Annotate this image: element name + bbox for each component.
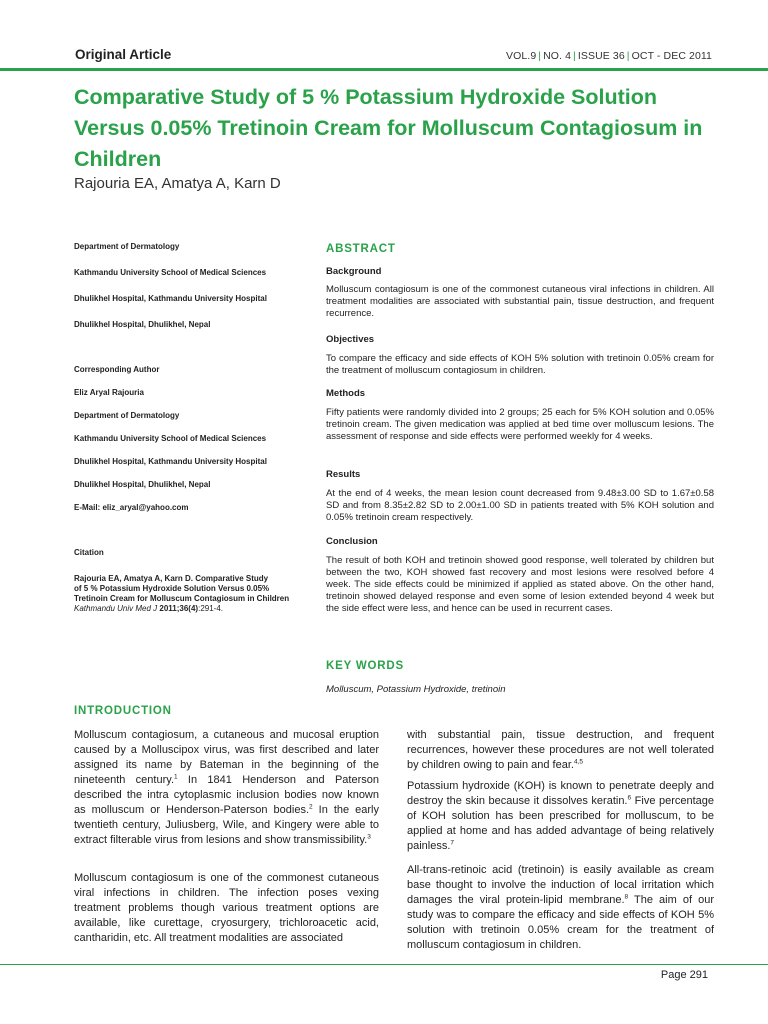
results-text: At the end of 4 weeks, the mean lesion count decreased from 9.48±3.00 SD to 1.67±0.58 SD and from 8.35±2.82 SD to 2.00±1.00 SD in patients treated with 5% KOH solution and 0.05% tretinoin cream respectively. xyxy=(326,488,714,523)
corresponding-line: Dhulikhel Hospital, Kathmandu University Hospital xyxy=(74,457,267,466)
journal-name: Kathmandu Univ Med J xyxy=(74,604,158,613)
keywords-text: Molluscum, Potassium Hydroxide, tretinoin xyxy=(326,684,506,695)
citation-line: Rajouria EA, Amatya A, Karn D. Comparative Study xyxy=(74,574,269,583)
issue-date: OCT - DEC 2011 xyxy=(631,50,712,62)
header-rule xyxy=(0,68,768,71)
reference-marker[interactable]: 3 xyxy=(367,833,371,841)
conclusion-text: The result of both KOH and tretinoin showed good response, well tolerated by children but between the two, KOH showed fast recovery and most lesions were resolved before 4 week. The side effects could be minimized if applied as stated above. On the other hand, tretinoin showed delayed response and even some of lesion extended beyond 4 week but the side effect were less, and hence can be used in recurrent cases. xyxy=(326,555,714,614)
citation-line: of 5 % Potassium Hydroxide Solution Versus 0.05% xyxy=(74,584,270,593)
introduction-heading: INTRODUCTION xyxy=(74,705,172,717)
reference-marker[interactable]: 6 xyxy=(627,794,632,802)
background-text: Molluscum contagiosum is one of the commonest cutaneous viral infections in children. All treatment modalities are associated with substantial pain, tissue destruction, and frequent recurrence. xyxy=(326,284,714,319)
article-title: Comparative Study of 5 % Potassium Hydroxide Solution Versus 0.05% Tretinoin Cream for Molluscum Contagiosum in Children xyxy=(74,85,703,171)
intro-paragraph-4: Potassium hydroxide (KOH) is known to penetrate deeply and destroy the skin because it dissolves keratin.$^6$ Five percentage of KOH solution has been prescribed for molluscum, to be applied at home and has added advantage of being relatively painless.$^7$ xyxy=(407,780,715,852)
intro-paragraph-5: All-trans-retinoic acid (tretinoin) is easily available as cream base thought to involve the induction of local irritation which damages the viral protein-lipid membrane.$^8$ The aim of our study was to compare the efficacy and side effects of KOH 5% solution with tretinoin 0.05% cream for the treatment of molluscum contagiosum in children. xyxy=(407,864,714,951)
citation-block xyxy=(74,574,314,614)
results-heading: Results xyxy=(326,469,361,480)
objectives-text: To compare the efficacy and side effects of KOH 5% solution with tretinoin 0.05% cream for the treatment of molluscum contagiosum in children. xyxy=(326,353,714,376)
reference-marker[interactable]: 7 xyxy=(450,839,455,847)
authors: Rajouria EA, Amatya A, Karn D xyxy=(74,175,281,192)
abstract-heading: ABSTRACT xyxy=(326,243,396,255)
affiliation-line: Dhulikhel Hospital, Dhulikhel, Nepal xyxy=(74,320,211,329)
methods-text: Fifty patients were randomly divided into 2 groups; 25 each for 5% KOH solution and 0.05% tretinoin cream. The given medication was applied at bed time over molluscum lesions. The assessment of response and side effects were performed weekly for 4 weeks. xyxy=(326,407,714,442)
background-heading: Background xyxy=(326,266,382,277)
article-type-label: Original Article xyxy=(75,47,172,62)
affiliation-line: Kathmandu University School of Medical Sciences xyxy=(74,268,267,277)
issue-info: VOL.9 | NO. 4 | ISSUE 36 | OCT - DEC 2011 xyxy=(506,50,712,62)
number: NO. 4 xyxy=(543,50,572,62)
citation-heading: Citation xyxy=(74,548,104,557)
intro-paragraph-2: Molluscum contagiosum is one of the commonest cutaneous viral infections in children. The infection poses vexing treatment problems though various treatment options are available, like curettage, cryosurgery, trichloroacetic acid, cantharidin, etc. All treatment modalities are associated xyxy=(74,872,379,944)
page-number: Page 291 xyxy=(660,969,708,981)
corresponding-name: Eliz Aryal Rajouria xyxy=(74,388,144,397)
corresponding-heading: Corresponding Author xyxy=(74,365,160,374)
footer-rule xyxy=(0,964,768,965)
corresponding-line: Department of Dermatology xyxy=(74,411,180,420)
reference-marker[interactable]: 2 xyxy=(309,803,313,811)
corresponding-line: Dhulikhel Hospital, Dhulikhel, Nepal xyxy=(74,480,211,489)
corresponding-email[interactable]: E-Mail: eliz_aryal@yahoo.com xyxy=(74,503,189,512)
reference-marker[interactable]: 8 xyxy=(624,893,629,901)
conclusion-heading: Conclusion xyxy=(326,536,378,547)
reference-marker[interactable]: 4,5 xyxy=(573,758,583,766)
journal-pages: :291-4. xyxy=(198,604,223,613)
affiliation-line: Department of Dermatology xyxy=(74,242,180,251)
methods-heading: Methods xyxy=(326,388,366,399)
keywords-heading: KEY WORDS xyxy=(326,660,404,672)
intro-paragraph-1: Molluscum contagiosum, a cutaneous and mucosal eruption caused by a Molluscipox virus, was first described and later assigned its name by Bateman in the beginning of the nineteenth century.$^1$ In 1841 Henderson and Paterson described the intra cytoplasmic inclusion bodies now known as molluscum or Henderson-Paterson bodies.$^2$ In the early twentieth century, Juliusberg, Wile, and Kingery were able to extract filterable virus from lesions and show transmissibility.$^3$ xyxy=(74,729,379,846)
intro-paragraph-3: with substantial pain, tissue destruction, and frequent recurrences, however these procedures are not well tolerated by children owing to pain and fear.$^{4,5}$ xyxy=(407,729,714,771)
volume: VOL.9 xyxy=(506,50,537,62)
citation-line: Tretinoin Cream for Molluscum Contagiosum in Children xyxy=(74,594,290,603)
affiliation-line: Dhulikhel Hospital, Kathmandu University Hospital xyxy=(74,294,267,303)
journal-year: 2011;36(4) xyxy=(159,604,199,613)
objectives-heading: Objectives xyxy=(326,334,375,345)
issue-number: ISSUE 36 xyxy=(577,50,625,62)
reference-marker[interactable]: 1 xyxy=(174,773,178,781)
citation-journal xyxy=(74,604,314,614)
corresponding-line: Kathmandu University School of Medical Sciences xyxy=(74,434,267,443)
